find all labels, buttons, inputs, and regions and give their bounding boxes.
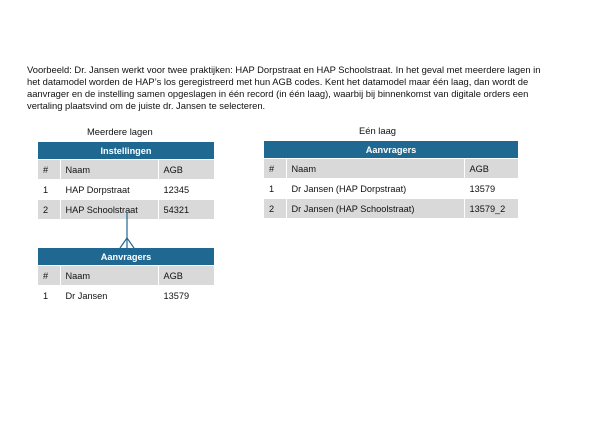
cell: Dr Jansen <box>60 286 158 306</box>
aanvragers-left-table <box>38 248 215 306</box>
table-row <box>38 180 214 200</box>
instellingen-title: Instellingen <box>38 142 214 160</box>
cell: 2 <box>264 199 286 219</box>
cell: HAP Schoolstraat <box>60 200 158 220</box>
instellingen-table <box>38 142 215 220</box>
crow-foot-left <box>120 238 127 248</box>
col-header: AGB <box>158 160 214 180</box>
table-header-row <box>38 266 214 286</box>
col-header: # <box>38 266 60 286</box>
cell: 1 <box>38 180 60 200</box>
table-row <box>264 199 518 219</box>
table-header-row <box>38 160 214 180</box>
cell: 13579_2 <box>464 199 518 219</box>
one-to-many-connector <box>112 212 142 248</box>
cell: HAP Dorpstraat <box>60 180 158 200</box>
cell: 2 <box>38 200 60 220</box>
cell: Dr Jansen (HAP Schoolstraat) <box>286 199 464 219</box>
label-een-laag: Eén laag <box>359 125 397 136</box>
col-header: # <box>264 159 286 179</box>
aanvragers-right-title: Aanvragers <box>264 141 518 159</box>
aanvragers-right-table <box>264 141 519 219</box>
cell: 1 <box>264 179 286 199</box>
cell: 1 <box>38 286 60 306</box>
label-meerdere-lagen: Meerdere lagen <box>87 126 153 137</box>
col-header: AGB <box>158 266 214 286</box>
col-header: # <box>38 160 60 180</box>
col-header: Naam <box>60 266 158 286</box>
cell: 13579 <box>158 286 214 306</box>
table-header-row <box>264 159 518 179</box>
table-row <box>38 286 214 306</box>
col-header: Naam <box>60 160 158 180</box>
col-header: AGB <box>464 159 518 179</box>
cell: 54321 <box>158 200 214 220</box>
intro-paragraph: Voorbeeld: Dr. Jansen werkt voor twee praktijken: HAP Dorpstraat en HAP Schoolstraat. In het geval met meerdere lagen in het datamodel worden de HAP’s los geregistreerd met hun AGB codes. Kent het datamodel maar één laag, dan wordt de aanvrager en de instelling samen opgeslagen in één record (in één laag), waarbij bij binnenkomst van digitale orders een vertaling plaatsvind om de juiste dr. Jansen te selecteren. <box>27 64 541 111</box>
col-header: Naam <box>286 159 464 179</box>
crow-foot-right <box>127 238 134 248</box>
table-row <box>264 179 518 199</box>
cell: Dr Jansen (HAP Dorpstraat) <box>286 179 464 199</box>
cell: 13579 <box>464 179 518 199</box>
aanvragers-left-title: Aanvragers <box>38 248 214 266</box>
cell: 12345 <box>158 180 214 200</box>
